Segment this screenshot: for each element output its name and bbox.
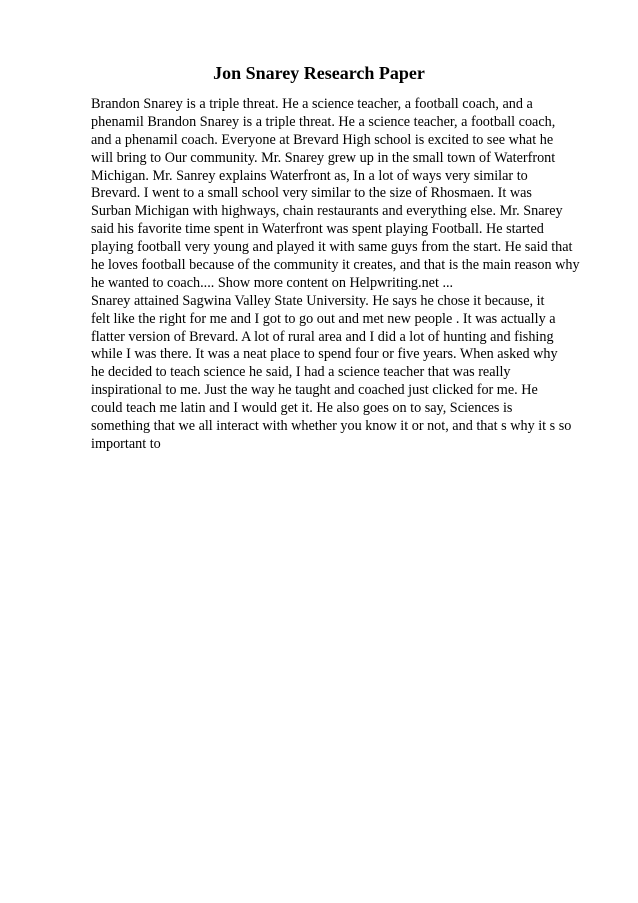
body-line: while I was there. It was a neat place to spend four or five years. When asked why	[91, 346, 558, 363]
body-line: he decided to teach science he said, I had a science teacher that was really	[91, 364, 511, 381]
body-line: Surban Michigan with highways, chain restaurants and everything else. Mr. Snarey	[91, 203, 563, 220]
body-line: he loves football because of the community it creates, and that is the main reason why	[91, 257, 580, 274]
body-line: phenamil Brandon Snarey is a triple threat. He a science teacher, a football coach,	[91, 113, 556, 130]
body-line: could teach me latin and I would get it. He also goes on to say, Sciences is	[91, 400, 513, 417]
body-line: felt like the right for me and I got to go out and met new people . It was actually a	[91, 310, 556, 327]
body-line: Michigan. Mr. Sanrey explains Waterfront as, In a lot of ways very similar to	[91, 167, 528, 184]
body-line: Snarey attained Sagwina Valley State University. He says he chose it because, it	[91, 292, 545, 309]
body-line: Brandon Snarey is a triple threat. He a science teacher, a football coach, and a	[91, 96, 533, 112]
body-line: something that we all interact with whether you know it or not, and that s why it s so	[91, 418, 572, 435]
body-line: important to	[91, 435, 161, 452]
body-line: he wanted to coach.... Show more content on Helpwriting.net ...	[91, 274, 454, 291]
body-line: flatter version of Brevard. A lot of rural area and I did a lot of hunting and fishing	[91, 328, 554, 345]
body-line: playing football very young and played it with same guys from the start. He said that	[91, 239, 573, 256]
body-line: Brevard. I went to a small school very similar to the size of Rhosmaen. It was	[91, 185, 532, 202]
document-body	[91, 96, 611, 454]
body-line: inspirational to me. Just the way he taught and coached just clicked for me. He	[91, 382, 538, 399]
body-line: said his favorite time spent in Waterfront was spent playing Football. He started	[91, 221, 544, 238]
body-line: and a phenamil coach. Everyone at Brevard High school is excited to see what he	[91, 131, 554, 148]
body-line: will bring to Our community. Mr. Snarey grew up in the small town of Waterfront	[91, 149, 556, 166]
document-title: Jon Snarey Research Paper	[213, 63, 425, 83]
